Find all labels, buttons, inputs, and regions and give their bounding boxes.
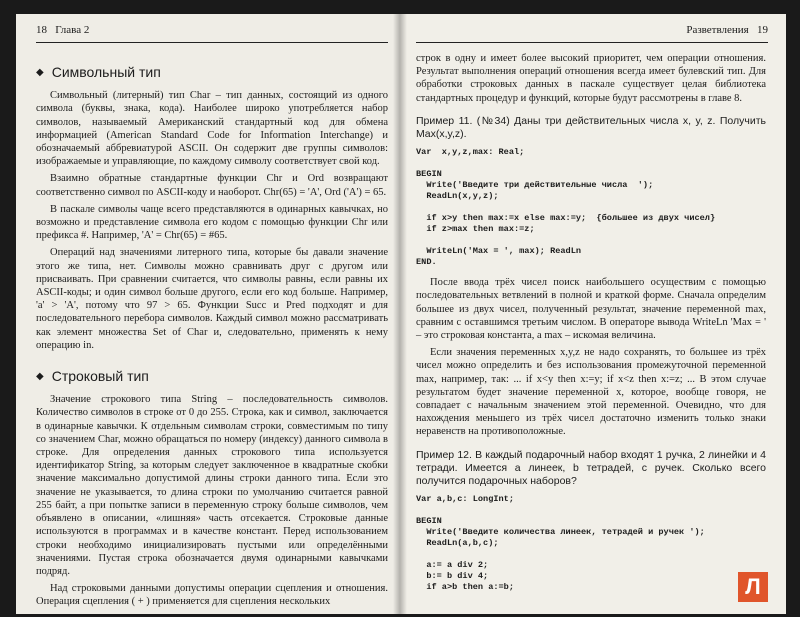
right-page-header bbox=[686, 24, 768, 36]
chapter-header: Глава 2 bbox=[55, 24, 90, 36]
code-block-example-12: Var a,b,c: LongInt; BEGIN Write('Введите количества линеек, тетрадей и ручек '); ReadLn(a,b,c); a:= a div 2; b:= b div 4; if a>b then a:=b; bbox=[416, 494, 705, 593]
header-rule-left bbox=[36, 42, 388, 43]
diamond-icon: ◆ bbox=[36, 371, 44, 383]
paragraph: Значение строкового типа String – последовательность символов. Количество символов в строке от 0 до 255. Строка, как и символ, заключается в одинарные кавычки. К отдельным символам строки, совместимым по типу со значением Char, можно обращаться по номеру (индексу) данного символа в строке. Для определения данных строкового типа используется идентификатор String, за которым следует заключенное в квадратные скобки значение максимально допустимой длины строки данного типа. Если это значение не указывается, то длина строки по умолчанию считается равной 255 байт, а при попытке записи в переменную строку больше символов, чем объявлено в описании, «лишняя» часть отсекается. Строковые данные используются в программах и в качестве констант. Перед использованием строки необходимо инициализировать пустыми или определёнными значениями. Пустая строка обозначается двумя одинарными кавычками подряд. bbox=[36, 394, 388, 577]
right-page bbox=[400, 14, 786, 614]
book-spine-shadow bbox=[393, 14, 407, 614]
right-page-body bbox=[416, 52, 766, 601]
page-number-right: 19 bbox=[757, 24, 768, 36]
paragraph: Если значения переменных x,y,z не надо сохранять, то большее из трёх чисел можно определить и без использования промежуточной переменной max, например, так: ... if x<y then x:=y; if x<z then x:=z; ... В этом случае результатом будет значение переменной x, которое, вообще говоря, не совпадает с начальным значением этой переменной. Очевидно, что для нахождения меньшего из трёх чисел достаточно изменить только знаки неравенств на противоположные. bbox=[416, 347, 766, 438]
paragraph: В паскале символы чаще всего представляются в одинарных кавычках, но возможно и представление символа его кодом с помощью функции Chr или префикса #. Например, 'A' = Chr(65) = #65. bbox=[36, 203, 388, 242]
header-rule-right bbox=[416, 42, 768, 43]
page-number-left: 18 bbox=[36, 24, 47, 36]
left-page-header bbox=[36, 24, 89, 36]
paragraph: Над строковыми данными допустимы операции сцепления и отношения. Операция сцепления ( + ) применяется для сцепления нескольких bbox=[36, 583, 388, 608]
paragraph: Операций над значениями литерного типа, которые бы давали значение этого же типа, нет. Символы можно сравнивать друг с другом или присваивать. При сравнении считается, что символы равны, если равны их ASCII-коды; и один символ больше другого, если его код больше. Например, 'a' > 'A', потому что 97 > 65. Функции Succ и Pred подходят и для последовательного перебора символов. Каждый символ можно рассматривать как элемент множества Set of Char и, следовательно, применять к нему операцию in. bbox=[36, 247, 388, 351]
section-title-char: ◆ Символьный тип bbox=[36, 64, 161, 80]
section-title-string: ◆ Строковый тип bbox=[36, 368, 149, 385]
example-11-title: Пример 11. (№34) Даны три действительных числа x, y, z. Получить Max(x,y,z). bbox=[416, 114, 766, 141]
paragraph: Символьный (литерный) тип Char – тип данных, состоящий из одного символа (буквы, знака, кода). Наиболее широко употребляется набор символов, называемый Американский стандартный код для обмена информацией (American Standard Code for Information Interchange) и обозначаемый аббревиатурой ASCII. Он содержит две группы символов: изображаемые и управляющие, по каждому символу соответствует свой код. bbox=[36, 90, 388, 168]
paragraph: После ввода трёх чисел поиск наибольшего осуществим с помощью последовательных ветвлений в полной и краткой форме. Сначала определим большее из двух чисел, полученный результат, значение переменной max, сравним с оставшимся третьим числом. В операторе вывода WriteLn 'Max = ' – это строковая константа, а max – искомая величина. bbox=[416, 277, 766, 342]
left-page-body bbox=[36, 52, 388, 613]
code-block-example-11: Var x,y,z,max: Real; BEGIN Write('Введите три действительные числа '); ReadLn(x,y,z); if x>y then max:=x else max:=y; {большее из двух чисел} if z>max then max:=z; WriteLn('Max = ', max); ReadLn END. bbox=[416, 147, 716, 268]
diamond-icon: ◆ bbox=[36, 67, 44, 78]
example-12-title: Пример 12. В каждый подарочный набор входят 1 ручка, 2 линейки и 4 тетради. Имеется a линеек, b тетрадей, c ручек. Сколько всего получится подарочных наборов? bbox=[416, 448, 766, 488]
paragraph: Взаимно обратные стандартные функции Chr и Ord возвращают соответственно символ по ASCII-коду и наоборот. Chr(65) = 'A', Ord ('A') = 65. bbox=[36, 173, 388, 198]
paragraph: строк в одну и имеет более высокий приоритет, чем операции отношения. Результат выполнения операций отношения всегда имеет булевский тип. Для обработки строковых данных в паскале существует целая библиотека стандартных процедур и функций, которые будут рассмотрены в главе 8. bbox=[416, 53, 766, 104]
section-header: Разветвления bbox=[686, 24, 749, 36]
watermark-logo: Л bbox=[738, 572, 768, 602]
left-page bbox=[16, 14, 400, 614]
